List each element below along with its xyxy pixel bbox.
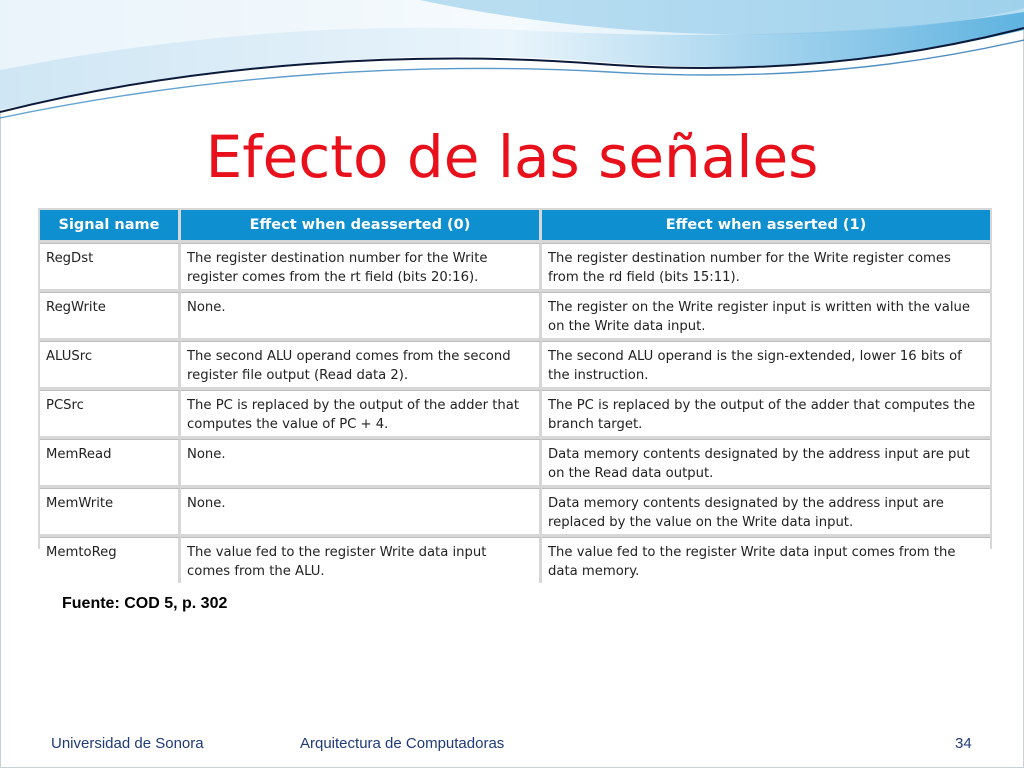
signal-name-cell: ALUSrc (40, 341, 181, 387)
asserted-effect-cell: The value fed to the register Write data input comes from the data memory. (542, 537, 990, 583)
asserted-effect-cell: The register destination number for the Write register comes from the rd field (bits 15:11). (542, 243, 990, 289)
signal-name-cell: MemtoReg (40, 537, 181, 583)
signal-name-cell: RegDst (40, 243, 181, 289)
table-row (40, 439, 990, 485)
signals-table (40, 207, 990, 586)
header-signal-name: Signal name (40, 210, 181, 240)
signal-name-cell: MemWrite (40, 488, 181, 534)
deasserted-effect-cell: The PC is replaced by the output of the adder that computes the value of PC + 4. (181, 390, 542, 436)
header-asserted: Effect when asserted (1) (542, 210, 990, 240)
asserted-effect-cell: Data memory contents designated by the address input are put on the Read data output. (542, 439, 990, 485)
table-row (40, 537, 990, 583)
deasserted-effect-cell: The value fed to the register Write data input comes from the ALU. (181, 537, 542, 583)
footer-page-number: 34 (955, 735, 972, 752)
deasserted-effect-cell: None. (181, 439, 542, 485)
table-row (40, 390, 990, 436)
deasserted-effect-cell: None. (181, 488, 542, 534)
table-row (40, 243, 990, 289)
signal-name-cell: MemRead (40, 439, 181, 485)
signal-name-cell: RegWrite (40, 292, 181, 338)
asserted-effect-cell: Data memory contents designated by the address input are replaced by the value on the Write data input. (542, 488, 990, 534)
table-row (40, 292, 990, 338)
table-header-row (40, 210, 990, 240)
asserted-effect-cell: The register on the Write register input is written with the value on the Write data input. (542, 292, 990, 338)
signal-name-cell: PCSrc (40, 390, 181, 436)
deasserted-effect-cell: None. (181, 292, 542, 338)
table-row (40, 488, 990, 534)
footer-course: Arquitectura de Computadoras (300, 735, 505, 752)
header-deasserted: Effect when deasserted (0) (181, 210, 542, 240)
signals-table-container (38, 208, 992, 579)
table-row (40, 341, 990, 387)
header-wave-decoration (0, 0, 1024, 130)
deasserted-effect-cell: The register destination number for the Write register comes from the rt field (bits 20:16). (181, 243, 542, 289)
slide-title: Efecto de las señales (205, 123, 819, 191)
footer-university: Universidad de Sonora (51, 735, 204, 752)
source-citation: Fuente: COD 5, p. 302 (62, 595, 228, 612)
asserted-effect-cell: The PC is replaced by the output of the adder that computes the branch target. (542, 390, 990, 436)
deasserted-effect-cell: The second ALU operand comes from the second register file output (Read data 2). (181, 341, 542, 387)
asserted-effect-cell: The second ALU operand is the sign-extended, lower 16 bits of the instruction. (542, 341, 990, 387)
